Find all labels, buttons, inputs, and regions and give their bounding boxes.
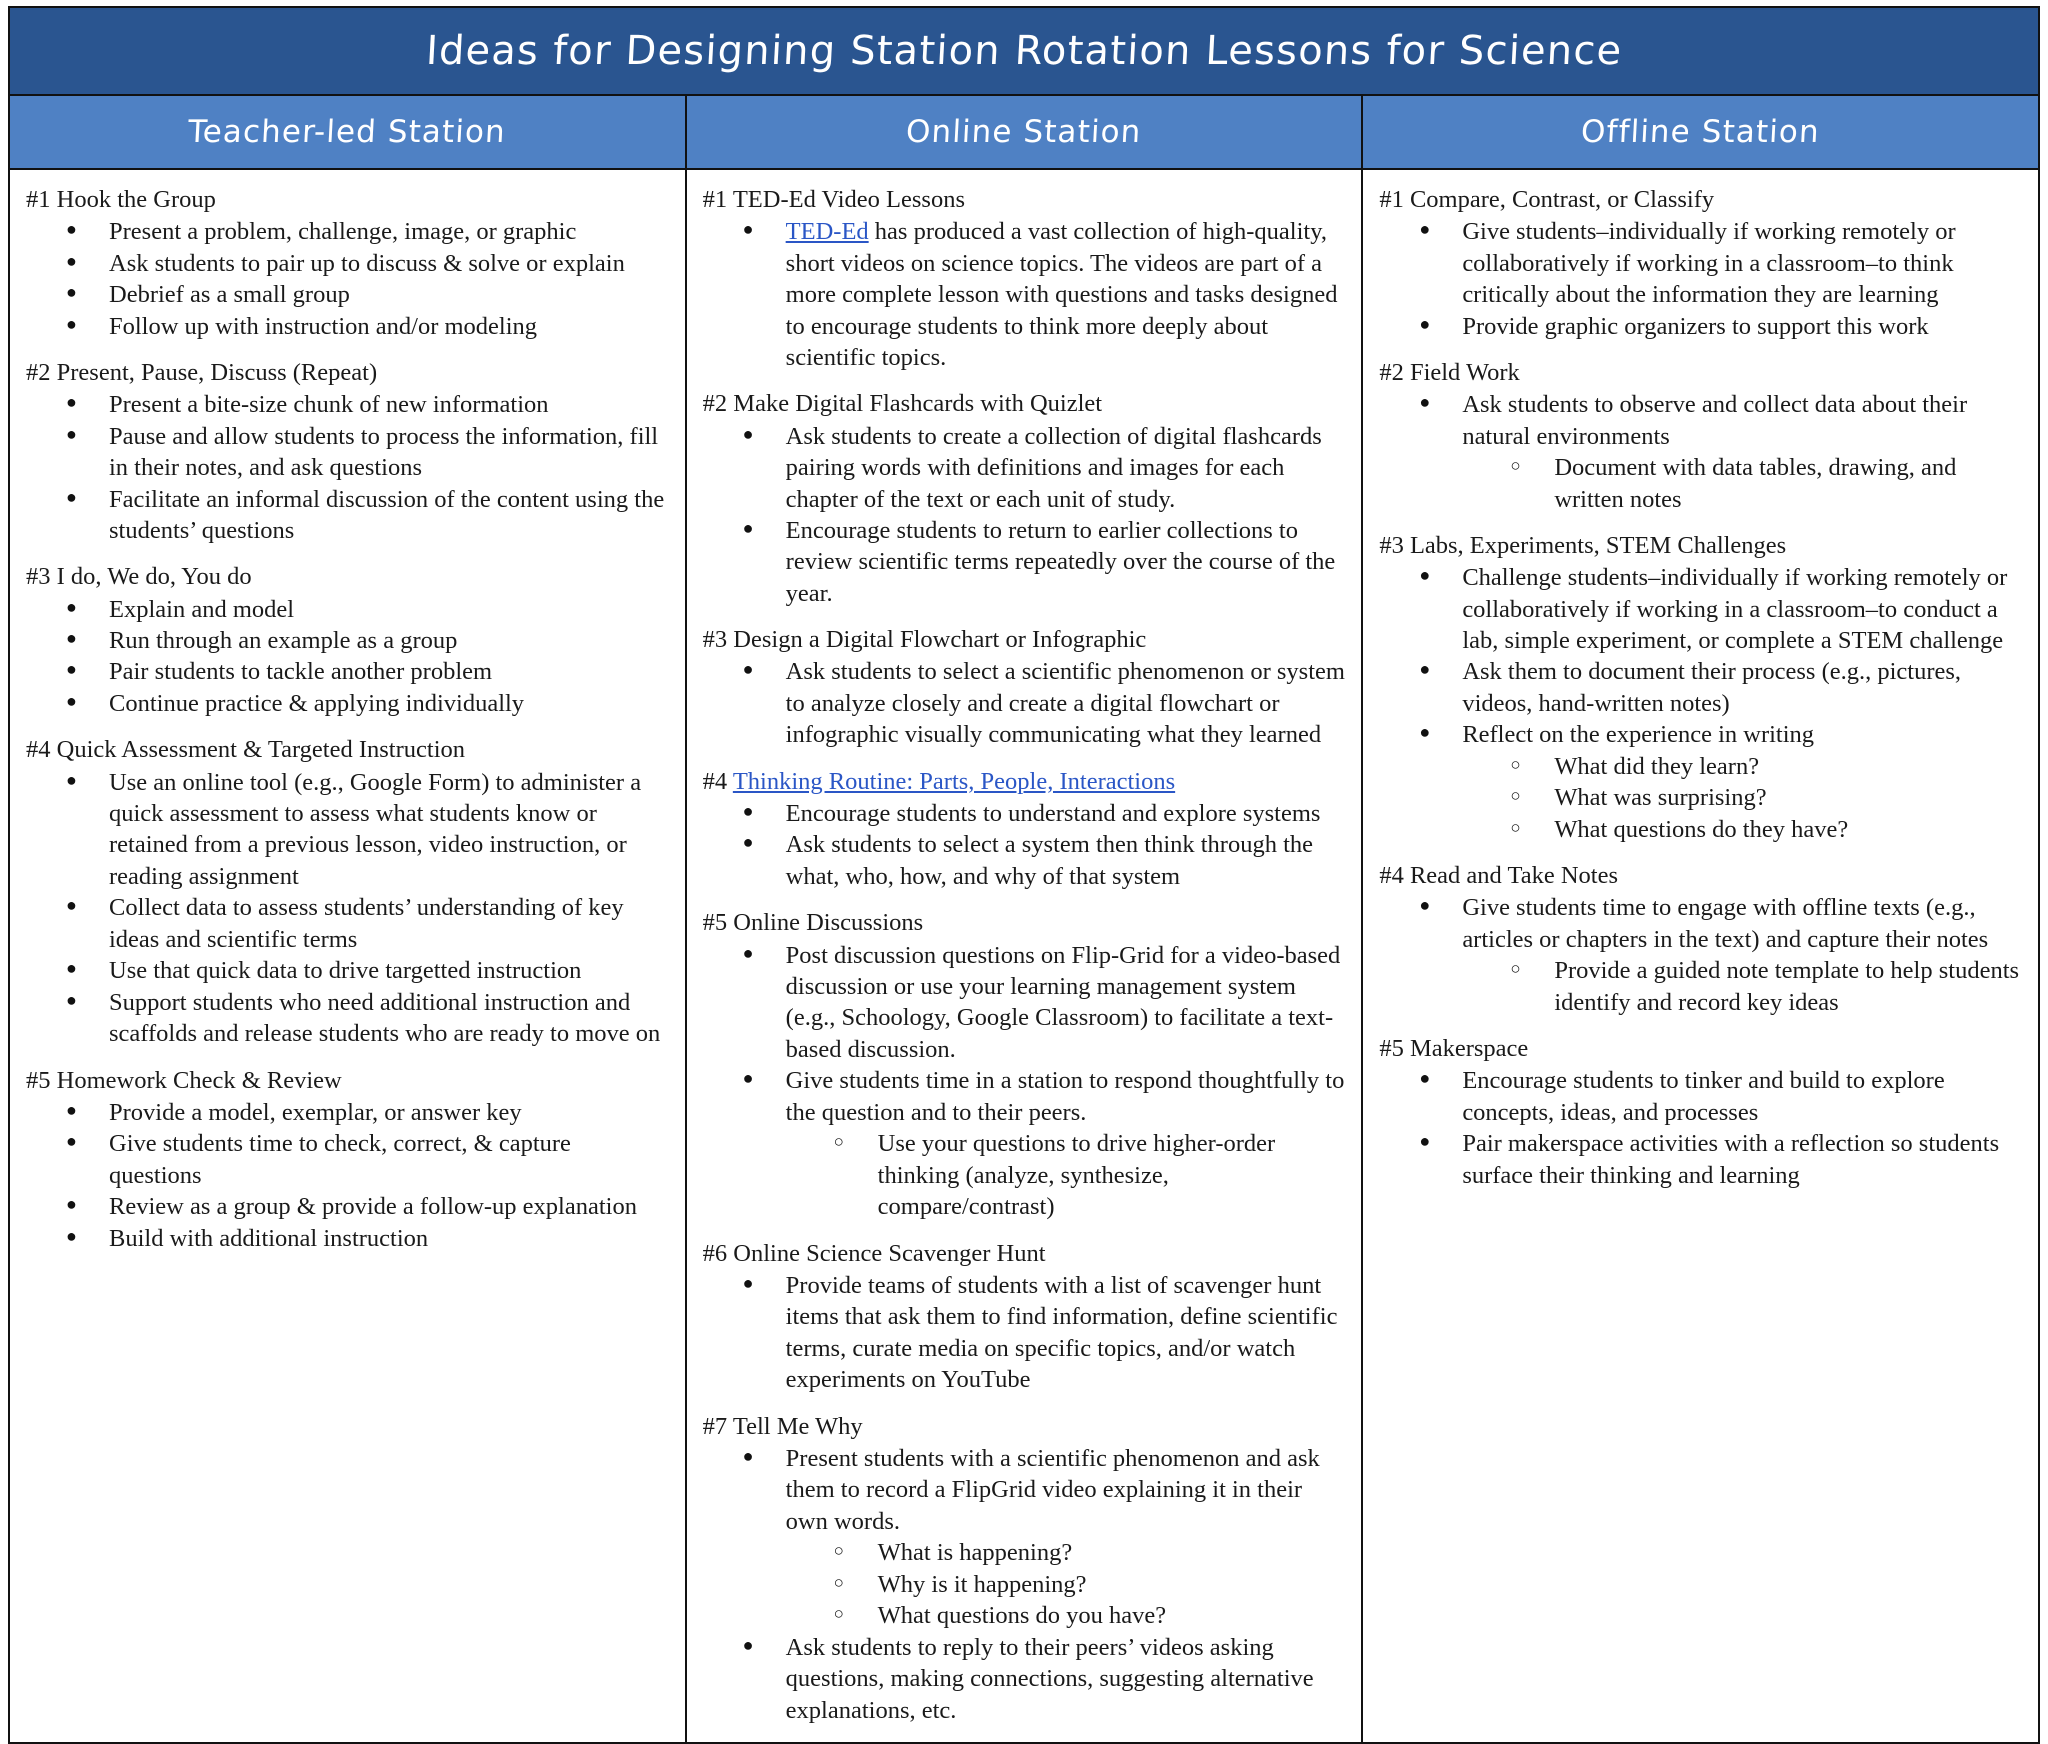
bullet-item: ● Ask students to select a system then think through the what, who, how, and why of that system	[739, 829, 1346, 892]
bullet-item: ● Post discussion questions on Flip-Grid for a video-based discussion or use your learning management system (e.g., Schoology, Google Classroom) to facilitate a text-based discussion.	[739, 940, 1346, 1066]
bullet-item: ● Pause and allow students to process the information, fill in their notes, and ask questions	[62, 421, 669, 484]
station-section	[703, 388, 1346, 609]
station-section	[26, 1065, 669, 1254]
section-title: #1 Hook the Group	[26, 186, 216, 213]
section-title: #3 Labs, Experiments, STEM Challenges	[1379, 531, 1787, 559]
section-title: #3 Design a Digital Flowchart or Infographic	[702, 626, 1147, 654]
bullet-item: ● Provide a model, exemplar, or answer key	[62, 1097, 669, 1128]
section-bullet-list	[1379, 216, 2022, 342]
section-bullet-list	[26, 767, 669, 1050]
station-section	[703, 624, 1346, 751]
station-section	[26, 734, 669, 1049]
station-section	[703, 1238, 1346, 1396]
bullet-item: ● Use an online tool (e.g., Google Form) to administer a quick assessment to assess what students know or retained from a previous lesson, video instruction, or reading assignment	[62, 767, 669, 893]
bullet-item: ● Collect data to assess students’ understanding of key ideas and scientific terms	[62, 892, 669, 955]
station-section	[1379, 184, 2022, 342]
station-section	[1379, 357, 2022, 515]
column-header-row	[9, 95, 2039, 169]
column-header-teacher-led	[9, 95, 686, 169]
bullet-item: ● Ask students to select a scientific phenomenon or system to analyze closely and create a digital flowchart or infographic visually communicating what they learned	[739, 656, 1346, 750]
section-title: #3 I do, We do, You do	[26, 563, 252, 591]
section-title: #5 Homework Check & Review	[26, 1066, 342, 1094]
bullet-item: ● Encourage students to understand and explore systems	[739, 798, 1346, 829]
content-row	[9, 169, 2039, 1743]
sub-bullet-list	[1462, 955, 2022, 1018]
bullet-item: ● Debrief as a small group	[62, 279, 669, 310]
sub-bullet-list	[1462, 751, 2022, 845]
section-bullet-list	[703, 421, 1346, 610]
column-header-online-label: Online Station	[905, 114, 1143, 150]
page-title: Ideas for Designing Station Rotation Lessons for Science	[424, 28, 1624, 74]
section-bullet-list	[1379, 389, 2022, 515]
section-bullet-list	[1379, 892, 2022, 1018]
bullet-item: ● Reflect on the experience in writing ○ What did they learn? ○ What was surprising? ○ What questions do they have?	[1415, 719, 2022, 845]
sub-bullet-item: ○ Document with data tables, drawing, and written notes	[1506, 452, 2022, 515]
station-section	[1379, 530, 2022, 845]
bullet-item: ● Ask students to observe and collect data about their natural environments ○ Document with data tables, drawing, and written notes	[1415, 389, 2022, 515]
section-bullet-list	[1379, 1065, 2022, 1191]
bullet-item: ● Pair students to tackle another problem	[62, 656, 669, 687]
section-bullet-list	[703, 216, 1346, 373]
section-title: #2 Make Digital Flashcards with Quizlet	[702, 390, 1103, 418]
station-section	[703, 766, 1346, 893]
sub-bullet-item: ○ What was surprising?	[1506, 782, 2022, 813]
column-header-teacher-led-label: Teacher-led Station	[187, 114, 508, 150]
section-title: #7 Tell Me Why	[702, 1412, 863, 1440]
section-bullet-list	[703, 1443, 1346, 1726]
section-title-link[interactable]: Thinking Routine: Parts, People, Interactions	[732, 767, 1176, 795]
section-title: #1 TED-Ed Video Lessons	[702, 186, 965, 213]
bullet-item: ● Present students with a scientific phenomenon and ask them to record a FlipGrid video explaining it in their own words. ○ What is happening? ○ Why is it happening? ○ What questions do you have?	[739, 1443, 1346, 1632]
bullet-item-link[interactable]: TED-Ed	[785, 218, 869, 246]
section-title: #5 Makerspace	[1379, 1035, 1529, 1063]
station-section	[703, 184, 1346, 373]
sub-bullet-item: ○ Provide a guided note template to help students identify and record key ideas	[1506, 955, 2022, 1018]
sub-bullet-list	[1462, 452, 2022, 515]
station-section	[1379, 1033, 2022, 1191]
bullet-item: ● Give students time to engage with offline texts (e.g., articles or chapters in the text) and capture their notes ○ Provide a guided note template to help students identify and record key ideas	[1415, 892, 2022, 1018]
bullet-item: ● Follow up with instruction and/or modeling	[62, 311, 669, 342]
station-rotation-handout	[0, 6, 2048, 1724]
station-rotation-table	[8, 6, 2040, 1744]
bullet-item: ● Facilitate an informal discussion of the content using the students’ questions	[62, 484, 669, 547]
bullet-item: ● Present a bite-size chunk of new information	[62, 389, 669, 420]
column-body-offline	[1362, 169, 2039, 1743]
column-body-teacher-led	[9, 169, 686, 1743]
station-section	[703, 1411, 1346, 1726]
section-bullet-list	[1379, 562, 2022, 845]
station-section	[26, 561, 669, 719]
station-section	[1379, 860, 2022, 1018]
sub-bullet-item: ○ Use your questions to drive higher-order thinking (analyze, synthesize, compare/contrast)	[830, 1128, 1346, 1222]
sub-bullet-item: ○ What did they learn?	[1506, 751, 2022, 782]
section-title: #4 Quick Assessment & Targeted Instruction	[26, 736, 466, 764]
station-section	[26, 184, 669, 342]
title-cell	[9, 7, 2039, 95]
section-title: #2 Field Work	[1379, 358, 1520, 386]
column-header-offline	[1362, 95, 2039, 169]
sub-bullet-item: ○ What questions do you have?	[830, 1600, 1346, 1631]
bullet-item: ● Provide teams of students with a list of scavenger hunt items that ask them to find information, define scientific terms, curate media on specific topics, and/or watch experiments on YouTube	[739, 1270, 1346, 1396]
section-title: #5 Online Discussions	[702, 909, 924, 937]
section-bullet-list	[703, 1270, 1346, 1396]
station-section	[26, 357, 669, 546]
section-title: #4 Read and Take Notes	[1379, 862, 1618, 890]
section-number: #4	[702, 767, 733, 795]
bullet-item: ● Encourage students to return to earlier collections to review scientific terms repeatedly over the course of the year.	[739, 515, 1346, 609]
bullet-item: ● Provide graphic organizers to support this work	[1415, 311, 2022, 342]
bullet-item: ● Give students–individually if working remotely or collaboratively if working in a classroom–to think critically about the information they are learning	[1415, 216, 2022, 310]
sub-bullet-list	[786, 1128, 1346, 1222]
bullet-item: ● Ask students to create a collection of digital flashcards pairing words with definitions and images for each chapter of the text or each unit of study.	[739, 421, 1346, 515]
sub-bullet-item: ○ What is happening?	[830, 1537, 1346, 1568]
bullet-item: ● Challenge students–individually if working remotely or collaboratively if working in a classroom–to conduct a lab, simple experiment, or complete a STEM challenge	[1415, 562, 2022, 656]
column-body-online	[686, 169, 1363, 1743]
bullet-item: ● Continue practice & applying individually	[62, 688, 669, 719]
bullet-item: ● Explain and model	[62, 594, 669, 625]
bullet-item: ● Use that quick data to drive targetted instruction	[62, 955, 669, 986]
section-bullet-list	[26, 389, 669, 546]
column-header-offline-label: Offline Station	[1580, 114, 1821, 150]
section-bullet-list	[703, 798, 1346, 892]
bullet-item: ● Present a problem, challenge, image, or graphic	[62, 216, 669, 247]
bullet-item: ● Give students time to check, correct, & capture questions	[62, 1128, 669, 1191]
bullet-item: ● Ask students to reply to their peers’ videos asking questions, making connections, suggesting alternative explanations, etc.	[739, 1632, 1346, 1726]
bullet-item: ● Support students who need additional instruction and scaffolds and release students who are ready to move on	[62, 987, 669, 1050]
sub-bullet-item: ○ What questions do they have?	[1506, 814, 2022, 845]
bullet-item: ● TED-Ed has produced a vast collection of high-quality, short videos on science topics. The videos are part of a more complete lesson with questions and tasks designed to encourage students to think more deeply about scientific topics.	[739, 216, 1346, 373]
title-row	[9, 7, 2039, 95]
section-title: #6 Online Science Scavenger Hunt	[702, 1239, 1046, 1267]
bullet-item: ● Ask them to document their process (e.g., pictures, videos, hand-written notes)	[1415, 656, 2022, 719]
section-bullet-list	[703, 940, 1346, 1223]
section-title: #1 Compare, Contrast, or Classify	[1379, 186, 1715, 213]
sub-bullet-item: ○ Why is it happening?	[830, 1569, 1346, 1600]
bullet-item: ● Run through an example as a group	[62, 625, 669, 656]
column-header-online	[686, 95, 1363, 169]
section-bullet-list	[26, 216, 669, 342]
section-bullet-list	[26, 594, 669, 720]
bullet-item: ● Pair makerspace activities with a reflection so students surface their thinking and learning	[1415, 1128, 2022, 1191]
bullet-item: ● Give students time in a station to respond thoughtfully to the question and to their peers. ○ Use your questions to drive higher-order thinking (analyze, synthesize, compare/contrast)	[739, 1065, 1346, 1222]
bullet-item: ● Encourage students to tinker and build to explore concepts, ideas, and processes	[1415, 1065, 2022, 1128]
bullet-item: ● Build with additional instruction	[62, 1223, 669, 1254]
section-bullet-list	[703, 656, 1346, 750]
bullet-item: ● Ask students to pair up to discuss & solve or explain	[62, 248, 669, 279]
section-bullet-list	[26, 1097, 669, 1254]
section-title	[703, 766, 1346, 797]
bullet-item: ● Review as a group & provide a follow-up explanation	[62, 1191, 669, 1222]
section-title: #2 Present, Pause, Discuss (Repeat)	[26, 358, 378, 386]
sub-bullet-list	[786, 1537, 1346, 1631]
station-section	[703, 907, 1346, 1222]
